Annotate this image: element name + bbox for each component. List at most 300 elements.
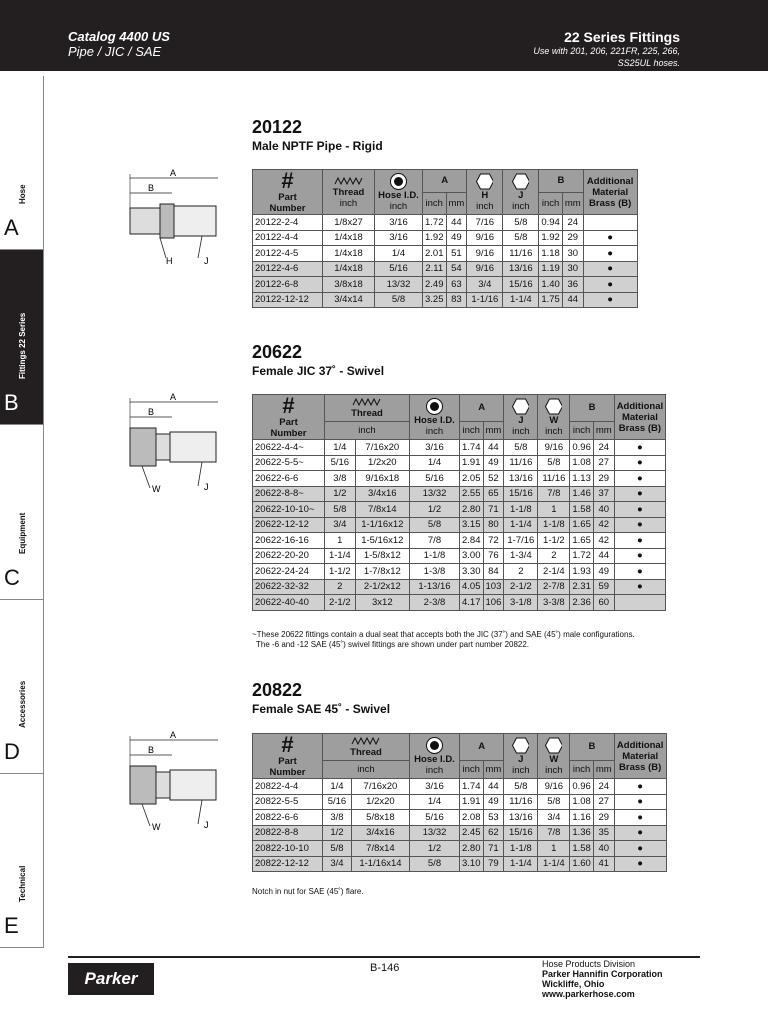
table-cell: 20822-4-4 xyxy=(253,779,323,795)
table-cell: 1.18 xyxy=(539,246,563,262)
table-cell: 5/16 xyxy=(323,794,352,810)
table-cell: 2.80 xyxy=(460,502,484,518)
table-cell: 20622-6-6 xyxy=(253,471,325,487)
table-row xyxy=(253,517,666,533)
dim-a-label: A xyxy=(170,392,177,402)
tab-letter: C xyxy=(4,565,20,590)
table-cell: ● xyxy=(583,292,637,308)
table-cell: 1-1/2 xyxy=(538,533,570,549)
hose-id-icon xyxy=(390,173,407,190)
table-cell: 3-1/8 xyxy=(504,595,538,611)
col-thread: Thread xyxy=(325,395,410,422)
table-cell: 44 xyxy=(483,440,504,456)
hex-icon xyxy=(512,398,529,415)
table-cell: ● xyxy=(614,455,665,471)
table-cell: 24 xyxy=(562,215,583,231)
dim-w-label: W xyxy=(152,484,161,494)
table-cell: ● xyxy=(614,579,665,595)
table-row xyxy=(253,841,667,857)
table-cell: 1-1/16x14 xyxy=(351,856,409,872)
table-cell: 1-3/4 xyxy=(504,548,538,564)
table-cell: 1/2 xyxy=(323,825,352,841)
table-cell: 1.13 xyxy=(570,471,594,487)
section-20822 xyxy=(252,680,390,716)
table-cell: 20122-2-4 xyxy=(253,215,323,231)
fitting-drawing-20822 xyxy=(122,730,222,832)
table-cell: 1/8x27 xyxy=(323,215,375,231)
table-cell: 83 xyxy=(446,292,467,308)
table-cell: 40 xyxy=(593,841,614,857)
table-cell: 60 xyxy=(593,595,614,611)
table-cell: 20622-40-40 xyxy=(253,595,325,611)
table-cell: ● xyxy=(614,440,665,456)
table-cell: 1.36 xyxy=(570,825,594,841)
table-cell: 3/8 xyxy=(323,810,352,826)
table-cell: 1/4 xyxy=(375,246,423,262)
table-cell: 3.25 xyxy=(423,292,447,308)
table-cell: 5/8 xyxy=(504,440,538,456)
part-series-number: 20822 xyxy=(252,680,303,700)
table-cell: 9/16 xyxy=(467,246,503,262)
table-cell: 3/4 xyxy=(325,517,356,533)
table-cell: ● xyxy=(614,825,666,841)
table-cell: 1.65 xyxy=(570,533,594,549)
table-row xyxy=(253,486,666,502)
tab-technical[interactable] xyxy=(0,774,44,948)
table-cell: 20822-6-6 xyxy=(253,810,323,826)
table-cell: 30 xyxy=(562,261,583,277)
table-row xyxy=(253,215,638,231)
table-cell: 49 xyxy=(446,230,467,246)
table-cell: 7/8 xyxy=(410,533,460,549)
table-cell: 5/16 xyxy=(325,455,356,471)
table-cell: 24 xyxy=(593,779,614,795)
col-part: # Part Number xyxy=(253,734,323,779)
table-cell: 20122-4-5 xyxy=(253,246,323,262)
table-cell: 20822-5-5 xyxy=(253,794,323,810)
table-row xyxy=(253,440,666,456)
table-cell: 5/8 xyxy=(410,517,460,533)
col-hose-id: Hose I.D. inch xyxy=(410,395,460,440)
table-cell: 2-1/2x12 xyxy=(355,579,409,595)
table-cell: 42 xyxy=(593,533,614,549)
table-cell: 41 xyxy=(593,856,614,872)
table-cell: 27 xyxy=(593,455,614,471)
table-cell: 71 xyxy=(483,502,504,518)
table-cell: 5/16 xyxy=(410,471,460,487)
table-row xyxy=(253,455,666,471)
thread-icon xyxy=(334,176,364,186)
table-cell: 1/4 xyxy=(410,455,460,471)
table-cell: 1.65 xyxy=(570,517,594,533)
table-cell: 27 xyxy=(593,794,614,810)
dim-b-label: B xyxy=(148,407,155,417)
fitting-drawing-20122 xyxy=(122,166,222,268)
table-cell: 1.16 xyxy=(570,810,594,826)
table-cell: 7/16x20 xyxy=(355,440,409,456)
table-cell: 5/8 xyxy=(538,794,570,810)
table-cell: 1 xyxy=(325,533,356,549)
table-cell: ● xyxy=(614,548,665,564)
table-cell: 3-3/8 xyxy=(538,595,570,611)
tab-label: Equipment xyxy=(18,512,27,554)
table-cell: 1-7/8x12 xyxy=(355,564,409,580)
col-b: B xyxy=(570,395,614,422)
table-cell: 1-1/4 xyxy=(538,856,570,872)
table-cell: 20622-20-20 xyxy=(253,548,325,564)
table-cell: 1.92 xyxy=(539,230,563,246)
table-cell: 44 xyxy=(593,548,614,564)
hex-icon xyxy=(512,737,529,754)
dim-h-label: H xyxy=(166,256,173,266)
table-cell: 11/16 xyxy=(504,455,538,471)
table-cell: 1/2 xyxy=(410,502,460,518)
hex-icon xyxy=(476,173,493,190)
table-row xyxy=(253,261,638,277)
table-cell: 3x12 xyxy=(355,595,409,611)
table-cell: 29 xyxy=(593,471,614,487)
table-cell: 49 xyxy=(593,564,614,580)
table-cell: 1.93 xyxy=(570,564,594,580)
table-cell: 3/4 xyxy=(323,856,352,872)
table-cell: 5/8 xyxy=(325,502,356,518)
table-cell: ● xyxy=(583,230,637,246)
hex-icon xyxy=(545,398,562,415)
table-cell: ● xyxy=(614,810,666,826)
section-20122 xyxy=(252,117,383,153)
table-cell: 15/16 xyxy=(504,486,538,502)
table-cell: 20622-10-10~ xyxy=(253,502,325,518)
col-part: # Part Number xyxy=(253,170,323,215)
table-cell: ● xyxy=(583,261,637,277)
table-cell: 0.94 xyxy=(539,215,563,231)
thread-icon xyxy=(351,736,381,746)
table-cell: 44 xyxy=(562,292,583,308)
table-cell: 2.49 xyxy=(423,277,447,293)
tab-label: Fittings 22 Series xyxy=(18,312,27,379)
tab-letter: D xyxy=(4,739,20,764)
table-cell: 1-1/16 xyxy=(467,292,503,308)
table-row xyxy=(253,779,667,795)
table-cell: 11/16 xyxy=(504,794,538,810)
table-cell: 20822-10-10 xyxy=(253,841,323,857)
table-cell: 1/4 xyxy=(410,794,460,810)
table-cell: 1 xyxy=(538,841,570,857)
tab-letter: A xyxy=(4,215,19,240)
table-cell: 7/16x20 xyxy=(351,779,409,795)
table-cell: 79 xyxy=(483,856,504,872)
thread-icon xyxy=(352,397,382,407)
table-cell: 53 xyxy=(483,810,504,826)
table-cell: 20122-4-4 xyxy=(253,230,323,246)
table-row xyxy=(253,246,638,262)
table-cell: 44 xyxy=(446,215,467,231)
table-cell: 2.31 xyxy=(570,579,594,595)
table-cell: 2.11 xyxy=(423,261,447,277)
table-cell: 80 xyxy=(483,517,504,533)
fitting-drawing-20622 xyxy=(122,392,222,494)
dim-a-label: A xyxy=(170,168,177,178)
table-row xyxy=(253,230,638,246)
tab-accessories[interactable] xyxy=(0,600,44,774)
table-cell: 1-1/16x12 xyxy=(355,517,409,533)
col-a: A xyxy=(423,170,467,193)
table-cell xyxy=(583,215,637,231)
col-thread: Thread inch xyxy=(323,170,375,215)
table-cell: 1/2 xyxy=(410,841,460,857)
table-cell: 3.00 xyxy=(460,548,484,564)
table-cell: 1/4 xyxy=(325,440,356,456)
col-h: H inch xyxy=(467,170,503,215)
table-cell: 20822-8-8 xyxy=(253,825,323,841)
table-row xyxy=(253,564,666,580)
table-cell: 1.40 xyxy=(539,277,563,293)
table-cell: 20822-12-12 xyxy=(253,856,323,872)
footer-rule xyxy=(68,956,700,958)
table-cell: 1.46 xyxy=(570,486,594,502)
table-cell: 1-1/8 xyxy=(504,841,538,857)
table-cell: 3/4 xyxy=(538,810,570,826)
table-cell: 44 xyxy=(483,779,504,795)
table-cell: 7/8 xyxy=(538,825,570,841)
table-cell: 71 xyxy=(483,841,504,857)
table-cell: 5/8 xyxy=(503,215,539,231)
table-cell: 2 xyxy=(538,548,570,564)
catalog-subtitle: Pipe / JIC / SAE xyxy=(68,44,162,59)
table-cell: 29 xyxy=(562,230,583,246)
part-series-name: Female JIC 37˚ - Swivel xyxy=(252,364,385,378)
table-cell: 20622-24-24 xyxy=(253,564,325,580)
table-cell: 24 xyxy=(593,440,614,456)
table-cell: 2-1/2 xyxy=(504,579,538,595)
table-cell: 2.45 xyxy=(460,825,484,841)
table-cell: 49 xyxy=(483,455,504,471)
table-cell: 1.08 xyxy=(570,794,594,810)
col-material: Additional Material Brass (B) xyxy=(583,170,637,215)
table-cell: 72 xyxy=(483,533,504,549)
table-cell: 52 xyxy=(483,471,504,487)
table-row xyxy=(253,810,667,826)
table-cell: 20622-32-32 xyxy=(253,579,325,595)
dim-b-label: B xyxy=(148,183,155,193)
table-cell: 2.05 xyxy=(460,471,484,487)
table-cell: 3.10 xyxy=(460,856,484,872)
table-cell: 84 xyxy=(483,564,504,580)
company-address: Hose Products Division Parker Hannifin Corporation Wickliffe, Ohio www.parkerhose.com xyxy=(542,959,663,999)
table-cell: 2-1/4 xyxy=(538,564,570,580)
table-cell: 5/8 xyxy=(504,779,538,795)
table-cell: 1.75 xyxy=(539,292,563,308)
table-cell: 51 xyxy=(446,246,467,262)
table-cell: 1-1/8 xyxy=(504,502,538,518)
series-title: 22 Series Fittings xyxy=(564,29,680,45)
table-cell: 13/32 xyxy=(410,825,460,841)
hex-icon xyxy=(545,737,562,754)
table-cell: 11/16 xyxy=(538,471,570,487)
dim-j-label: J xyxy=(204,482,209,492)
table-cell: ● xyxy=(583,277,637,293)
col-w: W inch xyxy=(538,734,570,779)
tab-label: Hose xyxy=(18,184,27,204)
table-cell: 1/4x18 xyxy=(323,261,375,277)
table-cell: 9/16 xyxy=(538,779,570,795)
catalog-title: Catalog 4400 US xyxy=(68,29,170,44)
table-cell: 3/4x16 xyxy=(351,825,409,841)
table-cell: 35 xyxy=(593,825,614,841)
table-cell: 42 xyxy=(593,517,614,533)
table-row xyxy=(253,579,666,595)
table-cell: ● xyxy=(614,564,665,580)
table-cell: 5/8 xyxy=(375,292,423,308)
table-cell: 1/2x20 xyxy=(351,794,409,810)
table-cell: 5/8 xyxy=(323,841,352,857)
table-cell: 9/16 xyxy=(467,261,503,277)
table-cell: 1-1/8 xyxy=(538,517,570,533)
footnote-dual-seat: ~These 20622 fittings contain a dual seat that accepts both the JIC (37˚) and SAE (45˚) male configurations. The -6 and -12 SAE (45˚) swivel fittings are shown under part number 20822. xyxy=(252,630,635,649)
table-cell: 3.30 xyxy=(460,564,484,580)
table-cell: ● xyxy=(614,533,665,549)
table-cell: 20122-4-6 xyxy=(253,261,323,277)
table-20122: # Part Number Thread inch Hose I.D. inch A H inch J inch B Additional Material Brass (B) inch mm inch mm 20122-2-4 1/8x27 3/16 1.72 44 7/16 5/8 0.94 24 20122-4-4 1/4x18 3/16 1.92 49 9/16 5/8 1.92 29 ● 20122-4-5 1/4x18 1/4 2.01 51 9/16 11/16 1.18 30 ● 20122-4-6 1/4x18 5/16 2.11 54 9/16 13/16 1.19 30 ● 20122-6-8 3/8x18 13/32 2.49 63 3/4 15/16 1.40 36 ● 20122-12-12 3/4x14 5/8 3.25 83 1-1/16 1-1/4 1.75 44 ● xyxy=(252,169,638,308)
table-row xyxy=(253,471,666,487)
table-cell: 3/8x18 xyxy=(323,277,375,293)
table-cell: 9/16x18 xyxy=(355,471,409,487)
table-cell: 7/8x14 xyxy=(355,502,409,518)
table-cell: 5/8x18 xyxy=(351,810,409,826)
col-b: B xyxy=(570,734,614,761)
col-hose-id: Hose I.D. inch xyxy=(375,170,423,215)
table-cell: 1-1/2 xyxy=(325,564,356,580)
table-row xyxy=(253,502,666,518)
table-cell: 1-1/4 xyxy=(503,292,539,308)
table-cell: ● xyxy=(583,246,637,262)
table-cell: 3/8 xyxy=(325,471,356,487)
table-cell: 1.91 xyxy=(460,794,484,810)
table-cell: 2 xyxy=(325,579,356,595)
tab-fittings[interactable] xyxy=(0,250,44,425)
table-cell: 2.84 xyxy=(460,533,484,549)
table-cell: 1.58 xyxy=(570,502,594,518)
table-cell: 1.74 xyxy=(460,779,484,795)
table-cell: 7/16 xyxy=(467,215,503,231)
table-cell: 1 xyxy=(538,502,570,518)
part-series-number: 20122 xyxy=(252,117,303,137)
table-cell: 76 xyxy=(483,548,504,564)
table-cell: 3/16 xyxy=(410,440,460,456)
table-cell: 1-5/8x12 xyxy=(355,548,409,564)
table-cell: 1-1/4 xyxy=(504,517,538,533)
tab-hose[interactable] xyxy=(0,76,44,250)
table-cell: 1-1/8 xyxy=(410,548,460,564)
part-series-name: Male NPTF Pipe - Rigid xyxy=(252,139,383,153)
table-cell: 2.80 xyxy=(460,841,484,857)
page-header xyxy=(0,0,768,71)
table-cell: 103 xyxy=(483,579,504,595)
table-row xyxy=(253,533,666,549)
table-cell: 5/8 xyxy=(503,230,539,246)
parker-logo: Parker xyxy=(68,963,154,995)
table-cell: 1-5/16x12 xyxy=(355,533,409,549)
table-cell: 3/4x14 xyxy=(323,292,375,308)
col-j: J inch xyxy=(504,395,538,440)
table-cell: 5/16 xyxy=(375,261,423,277)
footnote-notch: Notch in nut for SAE (45˚) flare. xyxy=(252,887,364,896)
table-cell: 37 xyxy=(593,486,614,502)
table-cell: 7/8 xyxy=(538,486,570,502)
col-material: Additional Material Brass (B) xyxy=(614,734,666,779)
table-cell: 3/16 xyxy=(375,230,423,246)
table-cell: 2.01 xyxy=(423,246,447,262)
table-cell: 2-3/8 xyxy=(410,595,460,611)
table-cell: 20122-6-8 xyxy=(253,277,323,293)
dim-a-label: A xyxy=(170,730,177,740)
table-cell: 4.17 xyxy=(460,595,484,611)
table-cell: 13/32 xyxy=(375,277,423,293)
table-cell: 62 xyxy=(483,825,504,841)
table-cell: 1.58 xyxy=(570,841,594,857)
table-cell: 2-1/2 xyxy=(325,595,356,611)
hose-id-icon xyxy=(426,737,443,754)
table-cell: 2.08 xyxy=(460,810,484,826)
table-cell: ● xyxy=(614,841,666,857)
dim-w-label: W xyxy=(152,822,161,832)
tab-label: Technical xyxy=(18,865,27,902)
table-cell: 29 xyxy=(593,810,614,826)
table-20822: # Part Number Thread Hose I.D. inch A J inch W inch B Additional Material Brass (B) inch inch mm inch mm 20822-4-4 1/4 7/16x20 3/16 1.74 44 5/8 9/16 0.96 24 ● 20822-5-5 5/16 1/2x20 1/4 1.91 49 11/16 5/8 1.08 27 ● 20822-6-6 3/8 5/8x18 5/16 2.08 53 13/16 3/4 1.16 29 ● 20822-8-8 1/2 3/4x16 13/32 2.45 62 15/16 7/8 1.36 35 ● 20822-10-10 5/8 7/8x14 1/2 2.80 71 1-1/8 1 1.58 40 ● 20822-12-12 3/4 1-1/16x14 5/8 3.10 79 1-1/4 1-1/4 1.60 41 ● xyxy=(252,733,667,872)
table-cell: 20622-16-16 xyxy=(253,533,325,549)
tab-label: Accessories xyxy=(18,680,27,728)
table-cell: 1/2x20 xyxy=(355,455,409,471)
col-a: A xyxy=(460,734,504,761)
table-cell: 2 xyxy=(504,564,538,580)
table-cell: 3/16 xyxy=(375,215,423,231)
dim-b-label: B xyxy=(148,745,155,755)
col-b: B xyxy=(539,170,583,193)
table-cell: 9/16 xyxy=(538,440,570,456)
col-j: J inch xyxy=(503,170,539,215)
table-cell: 63 xyxy=(446,277,467,293)
table-cell: 1.74 xyxy=(460,440,484,456)
dim-j-label: J xyxy=(204,256,209,266)
table-cell: 1-13/16 xyxy=(410,579,460,595)
table-cell: 1-3/8 xyxy=(410,564,460,580)
table-row xyxy=(253,292,638,308)
table-cell: 20622-5-5~ xyxy=(253,455,325,471)
table-row xyxy=(253,548,666,564)
table-cell: 0.96 xyxy=(570,779,594,795)
table-cell: 1.19 xyxy=(539,261,563,277)
table-cell: 7/8x14 xyxy=(351,841,409,857)
table-cell: ● xyxy=(614,502,665,518)
hex-icon xyxy=(512,173,529,190)
hose-usage: Use with 201, 206, 221FR, 225, 266, SS25UL hoses. xyxy=(533,46,680,68)
table-cell: 59 xyxy=(593,579,614,595)
table-cell: 106 xyxy=(483,595,504,611)
dim-j-label: J xyxy=(204,820,209,830)
tab-equipment[interactable] xyxy=(0,425,44,600)
table-cell: 0.96 xyxy=(570,440,594,456)
table-cell: 1-1/4 xyxy=(325,548,356,564)
col-material: Additional Material Brass (B) xyxy=(614,395,665,440)
table-cell: 15/16 xyxy=(504,825,538,841)
table-cell: 1.91 xyxy=(460,455,484,471)
table-cell: 13/16 xyxy=(503,261,539,277)
table-cell: 3/4x16 xyxy=(355,486,409,502)
table-cell: 1/4x18 xyxy=(323,230,375,246)
table-cell: 2.36 xyxy=(570,595,594,611)
hose-id-icon xyxy=(426,398,443,415)
table-row xyxy=(253,825,667,841)
